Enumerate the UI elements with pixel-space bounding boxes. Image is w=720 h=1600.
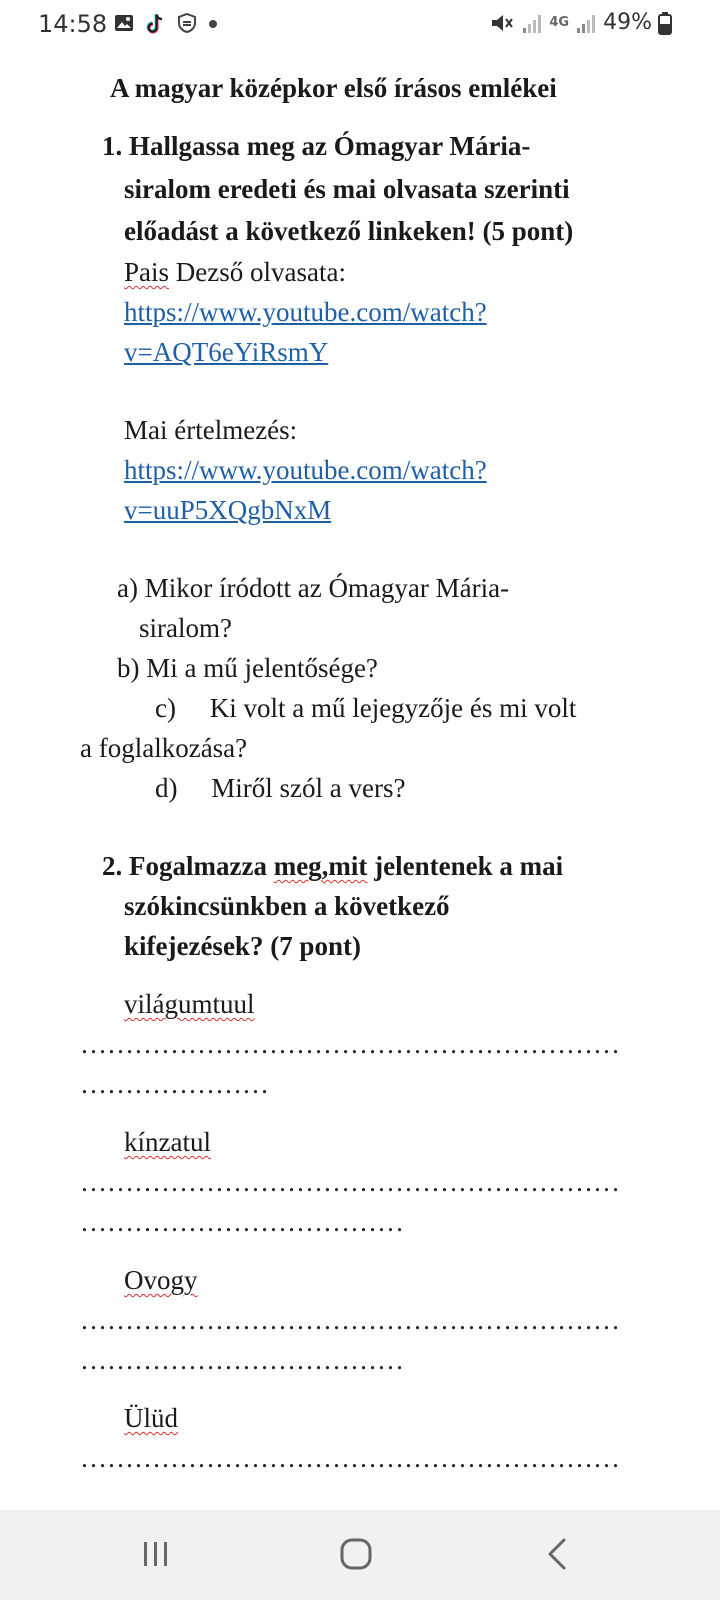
back-button[interactable]	[536, 1532, 580, 1576]
battery-percent: 49%	[603, 10, 652, 35]
q1-line3: előadást a következő linkeken! (5 pont)	[124, 216, 574, 246]
link-pais-part2[interactable]: v=AQT6eYiRsmY	[124, 337, 329, 367]
home-icon	[334, 1532, 378, 1576]
system-icons	[489, 10, 672, 35]
term-ulud: Ülüd	[124, 1403, 178, 1433]
question-a-line1: a) Mikor íródott az Ómagyar Mária-	[117, 573, 510, 603]
answer-dots[interactable]: …………………	[80, 1069, 269, 1099]
navigation-bar	[0, 1510, 720, 1600]
answer-dots[interactable]: ……………………………………………………	[80, 1167, 620, 1197]
recent-apps-icon	[134, 1532, 178, 1576]
dot-icon	[208, 12, 218, 34]
pais-label-rest: Dezső olvasata:	[169, 257, 346, 287]
answer-dots[interactable]: ……………………………………………………	[80, 1443, 620, 1473]
answer-dots[interactable]: ………………………………	[80, 1345, 404, 1375]
q1-line1: 1. Hallgassa meg az Ómagyar Mária-	[102, 131, 531, 161]
mai-label: Mai értelmezés:	[124, 415, 298, 445]
answer-dots[interactable]: ……………………………………………………	[80, 1305, 620, 1335]
answer-dots[interactable]: ……………………………………………………	[80, 1029, 620, 1059]
pais-label	[124, 252, 346, 292]
tiktok-icon	[144, 12, 166, 34]
question-c-line2: a foglalkozása?	[80, 733, 248, 763]
link-mai-part1[interactable]: https://www.youtube.com/watch?	[124, 455, 487, 485]
answer-dots[interactable]: ………………………………	[80, 1207, 404, 1237]
battery-icon	[658, 11, 672, 35]
document-viewer[interactable]	[0, 52, 720, 1510]
document-title: A magyar középkor első írásos emlékei	[110, 73, 557, 103]
status-time: 14:58	[38, 10, 108, 38]
shield-icon	[176, 12, 198, 34]
gallery-icon	[114, 13, 134, 33]
question-d: d) Miről szól a vers?	[155, 773, 406, 803]
spellcheck-word: Pais	[124, 257, 170, 287]
question-b: b) Mi a mű jelentősége?	[117, 653, 378, 683]
network-type: 4G	[549, 15, 570, 30]
q2-line1	[102, 846, 563, 886]
status-bar	[0, 0, 720, 52]
recent-apps-button[interactable]	[134, 1532, 178, 1576]
term-kinzatul: kínzatul	[124, 1127, 211, 1157]
link-pais-part1[interactable]: https://www.youtube.com/watch?	[124, 297, 487, 327]
signal-icon	[521, 12, 543, 34]
q2-line3: kifejezések? (7 pont)	[124, 931, 361, 961]
mute-icon	[489, 11, 515, 35]
term-ovogy: Ovogy	[124, 1265, 198, 1295]
spellcheck-word: meg,mit	[273, 851, 368, 881]
home-button[interactable]	[334, 1532, 378, 1576]
link-mai-part2[interactable]: v=uuP5XQgbNxM	[124, 495, 332, 525]
signal-icon	[575, 12, 597, 34]
term-vilagumtuul: világumtuul	[124, 989, 255, 1019]
question-c-line1: c) Ki volt a mű lejegyzője és mi volt	[155, 693, 577, 723]
q2-line2: szókincsünkben a következő	[124, 891, 450, 921]
back-icon	[536, 1532, 580, 1576]
q1-line2: siralom eredeti és mai olvasata szerinti	[124, 174, 570, 204]
question-a-line2: siralom?	[139, 613, 232, 643]
q2-line1-post: jelentenek a mai	[367, 851, 564, 881]
notification-icons	[114, 12, 218, 34]
q2-line1-pre: 2. Fogalmazza	[102, 851, 274, 881]
